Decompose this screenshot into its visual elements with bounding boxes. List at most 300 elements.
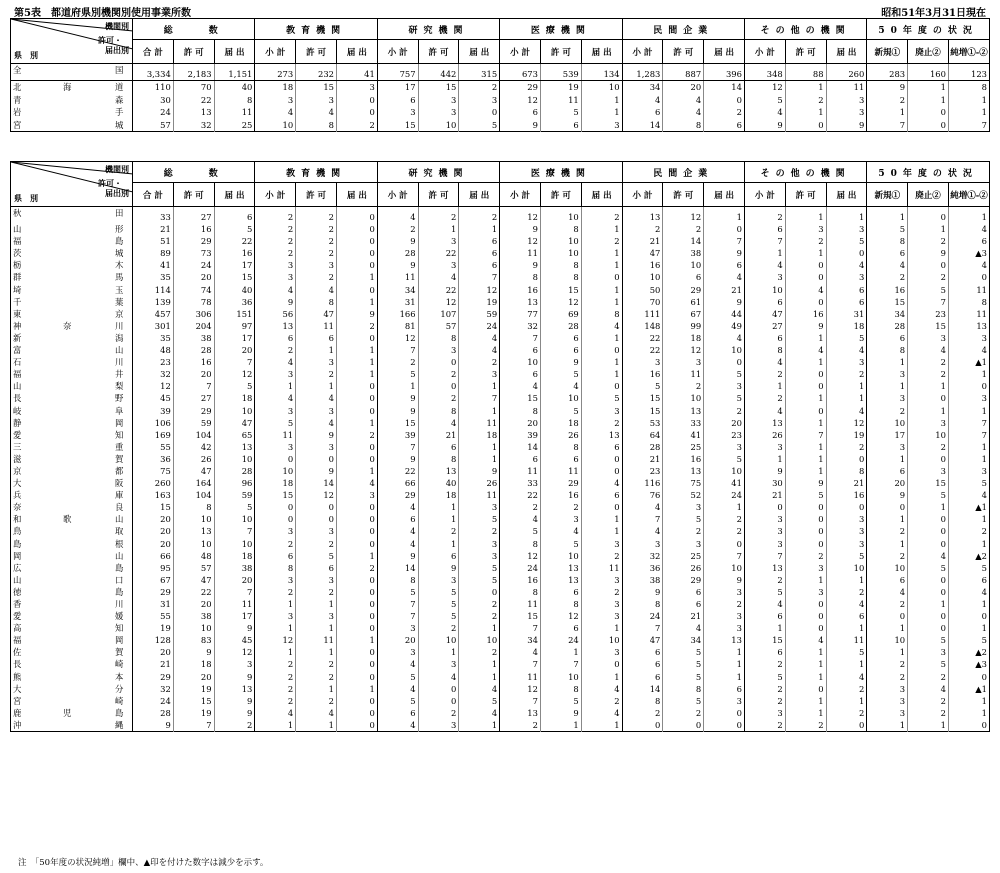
value-cell: 4: [948, 489, 989, 501]
value-cell: 4: [581, 477, 622, 489]
value-cell: 3: [785, 562, 826, 574]
value-cell: 3: [826, 271, 867, 283]
value-cell: 2,183: [173, 64, 214, 81]
prefecture-char: 高: [13, 623, 22, 634]
prefecture-char: 井: [115, 369, 124, 380]
value-cell: 6: [826, 284, 867, 296]
value-cell: 104: [173, 489, 214, 501]
value-cell: 10: [500, 356, 541, 368]
table-row: [11, 477, 990, 489]
prefecture-char: 滋: [13, 453, 22, 464]
value-cell: 12: [133, 380, 174, 392]
value-cell: 76: [622, 489, 663, 501]
value-cell: 3: [418, 719, 459, 732]
value-cell: 22: [377, 465, 418, 477]
value-cell: 1: [704, 671, 745, 683]
value-cell: 16: [173, 356, 214, 368]
value-cell: 0: [785, 405, 826, 417]
value-cell: 2: [744, 368, 785, 380]
value-cell: 2: [908, 695, 949, 707]
value-cell: 28: [867, 320, 908, 332]
value-cell: 3: [418, 106, 459, 118]
value-cell: 1: [418, 538, 459, 550]
value-cell: 4: [377, 501, 418, 513]
value-cell: 5: [663, 513, 704, 525]
value-cell: 3: [255, 94, 296, 106]
value-cell: 0: [704, 707, 745, 719]
prefecture-char: 鳥: [13, 526, 22, 537]
value-cell: 10: [663, 259, 704, 271]
value-cell: 0: [908, 513, 949, 525]
sub-header: 届 出: [459, 40, 500, 64]
value-cell: 1: [459, 622, 500, 634]
prefecture-char: 奈: [13, 502, 22, 513]
value-cell: 1: [826, 658, 867, 670]
value-cell: 2: [255, 683, 296, 695]
value-cell: 2: [908, 235, 949, 247]
value-cell: 2: [908, 707, 949, 719]
group-header: 総 数: [133, 19, 255, 40]
value-cell: 9: [173, 646, 214, 658]
value-cell: 3: [826, 513, 867, 525]
value-cell: 0: [785, 610, 826, 622]
table-row: [11, 271, 990, 283]
value-cell: 24: [133, 695, 174, 707]
value-cell: 23: [622, 465, 663, 477]
value-cell: 1: [867, 538, 908, 550]
prefecture-name: [11, 489, 133, 501]
value-cell: 1: [581, 719, 622, 732]
value-cell: 2: [255, 586, 296, 598]
table-row: [11, 707, 990, 719]
value-cell: 14: [377, 562, 418, 574]
value-cell: 15: [418, 81, 459, 94]
value-cell: 11: [296, 634, 337, 646]
value-cell: 4: [744, 259, 785, 271]
value-cell: 0: [908, 259, 949, 271]
value-cell: 0: [581, 501, 622, 513]
value-cell: 2: [418, 622, 459, 634]
value-cell: 0: [908, 610, 949, 622]
prefecture-name: [11, 646, 133, 658]
value-cell: 12: [214, 368, 255, 380]
value-cell: ▲1: [948, 501, 989, 513]
value-cell: 7: [948, 417, 989, 429]
value-cell: 4: [622, 525, 663, 537]
sub-header: 届 出: [336, 183, 377, 207]
value-cell: 57: [133, 119, 174, 132]
prefecture-char: 神: [13, 320, 22, 331]
value-cell: 4: [255, 106, 296, 118]
prefecture-name: [11, 81, 133, 94]
value-cell: 1: [826, 695, 867, 707]
sub-header: 小 計: [500, 183, 541, 207]
value-cell: 5: [744, 94, 785, 106]
value-cell: 2: [744, 719, 785, 732]
value-cell: 10: [704, 344, 745, 356]
corner-header: [11, 19, 133, 64]
value-cell: 6: [948, 235, 989, 247]
value-cell: ▲3: [948, 658, 989, 670]
value-cell: 3: [867, 392, 908, 404]
value-cell: 18: [418, 489, 459, 501]
value-cell: 8: [500, 271, 541, 283]
value-cell: 23: [704, 429, 745, 441]
value-cell: 166: [377, 308, 418, 320]
value-cell: ▲2: [948, 646, 989, 658]
value-cell: 3: [663, 501, 704, 513]
value-cell: 5: [540, 405, 581, 417]
table-row: [11, 441, 990, 453]
value-cell: 107: [418, 308, 459, 320]
value-cell: 6: [622, 671, 663, 683]
value-cell: 9: [377, 550, 418, 562]
prefecture-name: [11, 586, 133, 598]
value-cell: 2: [296, 538, 337, 550]
prefecture-name: [11, 284, 133, 296]
value-cell: 2: [908, 271, 949, 283]
value-cell: ▲1: [948, 683, 989, 695]
value-cell: 0: [336, 719, 377, 732]
value-cell: 2: [908, 671, 949, 683]
value-cell: 3: [296, 441, 337, 453]
value-cell: 6: [255, 332, 296, 344]
value-cell: 1: [785, 707, 826, 719]
value-cell: 6: [622, 106, 663, 118]
value-cell: 8: [173, 501, 214, 513]
value-cell: 13: [663, 405, 704, 417]
value-cell: 7: [377, 610, 418, 622]
value-cell: 1: [336, 634, 377, 646]
value-cell: 8: [540, 441, 581, 453]
group-header: 50年度の状況: [867, 19, 990, 40]
value-cell: 4: [377, 207, 418, 224]
table-row: [11, 417, 990, 429]
prefecture-char: 茨: [13, 248, 22, 259]
value-cell: 24: [500, 562, 541, 574]
value-cell: 0: [785, 622, 826, 634]
table-row: [11, 574, 990, 586]
value-cell: 1: [908, 598, 949, 610]
value-cell: 47: [214, 417, 255, 429]
value-cell: 10: [214, 405, 255, 417]
value-cell: 5: [214, 223, 255, 235]
value-cell: 0: [336, 94, 377, 106]
prefecture-char: 宮: [13, 119, 22, 130]
value-cell: 0: [704, 538, 745, 550]
value-cell: 13: [663, 465, 704, 477]
value-cell: 17: [377, 81, 418, 94]
value-cell: 9: [540, 707, 581, 719]
value-cell: 3: [255, 259, 296, 271]
prefecture-char: 和: [13, 514, 22, 525]
table-row: [11, 308, 990, 320]
value-cell: 18: [459, 429, 500, 441]
value-cell: 10: [704, 465, 745, 477]
value-cell: 8: [867, 235, 908, 247]
value-cell: 1: [867, 380, 908, 392]
prefecture-name: [11, 610, 133, 622]
table-row: [11, 586, 990, 598]
value-cell: 6: [500, 106, 541, 118]
value-cell: 15: [500, 610, 541, 622]
value-cell: 7: [214, 525, 255, 537]
value-cell: 29: [663, 574, 704, 586]
value-cell: 7: [459, 271, 500, 283]
value-cell: 2: [744, 695, 785, 707]
value-cell: 15: [255, 489, 296, 501]
value-cell: ▲2: [948, 550, 989, 562]
value-cell: 10: [867, 562, 908, 574]
value-cell: 25: [214, 119, 255, 132]
value-cell: 48: [173, 550, 214, 562]
value-cell: 20: [214, 574, 255, 586]
value-cell: 66: [133, 550, 174, 562]
value-cell: 16: [173, 223, 214, 235]
value-cell: 4: [377, 683, 418, 695]
value-cell: 5: [704, 368, 745, 380]
table-row: [11, 622, 990, 634]
prefecture-char: 道: [115, 82, 124, 93]
value-cell: 1: [540, 719, 581, 732]
value-cell: 27: [173, 392, 214, 404]
value-cell: 41: [663, 429, 704, 441]
value-cell: 4: [948, 223, 989, 235]
table-row: [11, 119, 990, 132]
value-cell: 12: [663, 344, 704, 356]
value-cell: 5: [459, 695, 500, 707]
value-cell: 22: [622, 344, 663, 356]
value-cell: 9: [214, 707, 255, 719]
value-cell: 4: [500, 513, 541, 525]
value-cell: 8: [581, 308, 622, 320]
value-cell: 10: [255, 119, 296, 132]
value-cell: 10: [826, 562, 867, 574]
group-header: 民間企業: [622, 19, 744, 40]
value-cell: 15: [377, 417, 418, 429]
prefecture-name: [11, 259, 133, 271]
value-cell: 6: [867, 247, 908, 259]
value-cell: 0: [785, 259, 826, 271]
sub-header: 新規①: [867, 40, 908, 64]
value-cell: 7: [622, 622, 663, 634]
value-cell: 260: [826, 64, 867, 81]
value-cell: 4: [785, 284, 826, 296]
value-cell: 3: [255, 368, 296, 380]
value-cell: 3: [622, 538, 663, 550]
value-cell: 10: [214, 513, 255, 525]
sub-header: 小 計: [377, 40, 418, 64]
corner-by-report: 届出別: [105, 188, 129, 198]
value-cell: 20: [173, 271, 214, 283]
value-cell: 41: [336, 64, 377, 81]
value-cell: 5: [744, 586, 785, 598]
value-cell: 3: [377, 106, 418, 118]
value-cell: 10: [418, 119, 459, 132]
prefecture-name: [11, 405, 133, 417]
value-cell: 5: [540, 106, 581, 118]
value-cell: 3: [948, 465, 989, 477]
prefecture-char: 福: [13, 635, 22, 646]
table-row: [11, 64, 990, 81]
value-cell: 0: [336, 405, 377, 417]
value-cell: 5: [826, 235, 867, 247]
value-cell: 0: [336, 707, 377, 719]
table-title: 第5表 都道府県別機関別使用事業所数: [14, 8, 191, 19]
value-cell: 39: [377, 429, 418, 441]
value-cell: 61: [663, 296, 704, 308]
value-cell: 1: [540, 646, 581, 658]
value-cell: 1: [296, 646, 337, 658]
value-cell: 5: [214, 380, 255, 392]
prefecture-char: 木: [115, 260, 124, 271]
value-cell: 1: [336, 417, 377, 429]
value-cell: 3: [744, 513, 785, 525]
value-cell: 13: [744, 562, 785, 574]
prefecture-char: 宮: [13, 695, 22, 706]
value-cell: 116: [622, 477, 663, 489]
value-cell: 29: [173, 405, 214, 417]
value-cell: 8: [622, 695, 663, 707]
table-row: [11, 320, 990, 332]
prefecture-name: [11, 320, 133, 332]
value-cell: 7: [908, 296, 949, 308]
value-cell: 4: [581, 683, 622, 695]
value-cell: 11: [663, 368, 704, 380]
value-cell: 32: [133, 368, 174, 380]
value-cell: 50: [622, 284, 663, 296]
value-cell: 1: [255, 646, 296, 658]
prefecture-char: 大: [13, 478, 22, 489]
value-cell: 3: [255, 441, 296, 453]
prefecture-name: [11, 671, 133, 683]
value-cell: 9: [377, 259, 418, 271]
value-cell: 0: [336, 671, 377, 683]
value-cell: 3: [744, 271, 785, 283]
value-cell: 2: [581, 417, 622, 429]
value-cell: 73: [173, 247, 214, 259]
prefecture-name: [11, 119, 133, 132]
value-cell: 9: [418, 562, 459, 574]
prefecture-name: [11, 94, 133, 106]
value-cell: 2: [581, 695, 622, 707]
value-cell: 6: [744, 223, 785, 235]
value-cell: 1: [336, 344, 377, 356]
value-cell: 7: [377, 344, 418, 356]
value-cell: 20: [500, 417, 541, 429]
value-cell: 7: [377, 441, 418, 453]
value-cell: 44: [704, 308, 745, 320]
prefecture-char: 野: [115, 393, 124, 404]
value-cell: 28: [133, 707, 174, 719]
prefecture-char: 分: [115, 683, 124, 694]
value-cell: 5: [908, 489, 949, 501]
value-cell: 2: [948, 525, 989, 537]
value-cell: 89: [133, 247, 174, 259]
value-cell: 16: [500, 574, 541, 586]
value-cell: 0: [336, 538, 377, 550]
prefecture-name: [11, 525, 133, 537]
value-cell: 2: [867, 671, 908, 683]
group-header: 50年度の状況: [867, 162, 990, 183]
value-cell: 33: [663, 417, 704, 429]
value-cell: 10: [173, 538, 214, 550]
value-cell: 17: [214, 610, 255, 622]
value-cell: 1: [418, 646, 459, 658]
value-cell: 3: [581, 405, 622, 417]
value-cell: 7: [704, 550, 745, 562]
value-cell: 29: [540, 477, 581, 489]
value-cell: 111: [622, 308, 663, 320]
value-cell: 9: [214, 695, 255, 707]
value-cell: 11: [826, 81, 867, 94]
value-cell: 13: [214, 441, 255, 453]
value-cell: 1: [785, 658, 826, 670]
value-cell: 0: [336, 259, 377, 271]
value-cell: 1: [418, 223, 459, 235]
value-cell: 28: [377, 247, 418, 259]
value-cell: 7: [744, 550, 785, 562]
table-row: [11, 235, 990, 247]
prefecture-char: 崎: [115, 695, 124, 706]
corner-permit-report: 許可・: [98, 35, 122, 45]
value-cell: 4: [663, 94, 704, 106]
value-cell: 6: [418, 441, 459, 453]
value-cell: 24: [622, 610, 663, 622]
value-cell: 6: [826, 610, 867, 622]
value-cell: 10: [744, 284, 785, 296]
prefecture-name: [11, 634, 133, 646]
value-cell: 1: [867, 453, 908, 465]
value-cell: 3: [744, 441, 785, 453]
value-cell: 10: [867, 417, 908, 429]
value-cell: 13: [173, 525, 214, 537]
sub-header: 届 出: [581, 183, 622, 207]
prefecture-char: 熊: [13, 671, 22, 682]
value-cell: 21: [744, 489, 785, 501]
value-cell: 30: [133, 94, 174, 106]
prefecture-char: 阜: [115, 405, 124, 416]
value-cell: 4: [459, 332, 500, 344]
value-cell: 3,334: [133, 64, 174, 81]
value-cell: 10: [867, 634, 908, 646]
value-cell: 4: [867, 586, 908, 598]
value-cell: 4: [826, 671, 867, 683]
value-cell: 4: [704, 332, 745, 344]
table-row: [11, 368, 990, 380]
value-cell: 9: [214, 622, 255, 634]
value-cell: 45: [214, 634, 255, 646]
value-cell: 2: [826, 441, 867, 453]
prefecture-char: 川: [115, 320, 124, 331]
group-header: 教育機関: [255, 19, 377, 40]
prefecture-name: [11, 296, 133, 308]
group-header: その他の機関: [744, 19, 866, 40]
value-cell: 55: [133, 441, 174, 453]
value-cell: 106: [133, 417, 174, 429]
value-cell: 1: [826, 380, 867, 392]
value-cell: 4: [622, 501, 663, 513]
value-cell: 18: [255, 477, 296, 489]
value-cell: 1: [336, 356, 377, 368]
table-row: [11, 207, 990, 224]
value-cell: 2: [908, 356, 949, 368]
value-cell: 45: [133, 392, 174, 404]
value-cell: 2: [867, 94, 908, 106]
prefecture-char: 手: [115, 107, 124, 118]
value-cell: 14: [500, 441, 541, 453]
value-cell: 1: [948, 368, 989, 380]
